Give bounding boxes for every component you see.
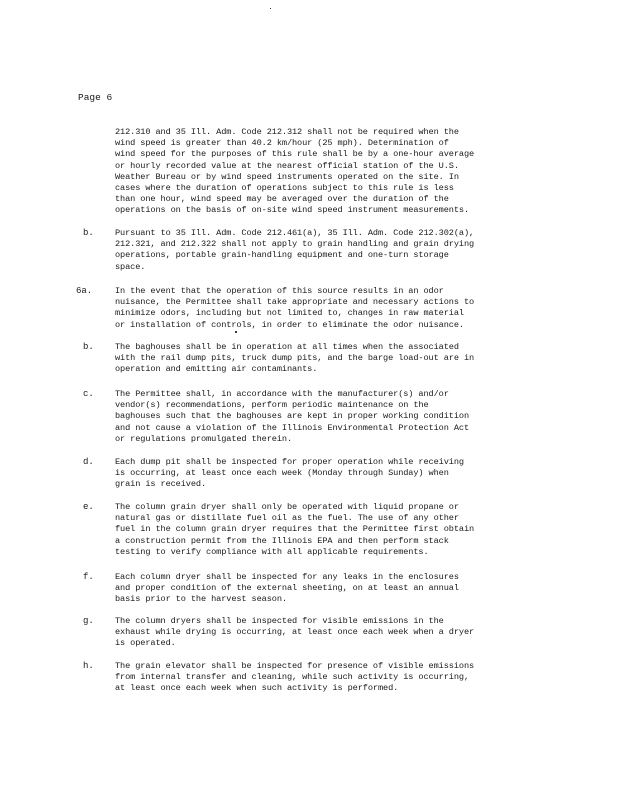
item-marker: 6a. (76, 286, 93, 296)
text-line: wind speed is greater than 40.2 km/hour (25 mph). Determination of (115, 138, 449, 149)
text-line: vendor(s) recommendations, perform periodic maintenance on the (115, 400, 429, 411)
text-line: from internal transfer and cleaning, while such activity is occurring, (115, 672, 469, 683)
text-line: baghouses such that the baghouses are kept in proper working condition (115, 411, 469, 422)
text-line: The column dryers shall be inspected for visible emissions in the (115, 616, 444, 626)
item-marker: h. (83, 661, 94, 671)
text-line: wind speed for the purposes of this rule shall be by a one-hour average (115, 149, 475, 160)
text-line: and not cause a violation of the Illinois Environmental Protection Act (115, 422, 469, 433)
text-line: a construction permit from the Illinois EPA and then perform stack (115, 535, 449, 546)
text-line: fuel in the column grain dryer requires that the Permittee first obtain (115, 524, 475, 535)
text-line: Each dump pit shall be inspected for proper operation while receiving (115, 457, 464, 467)
text-line: operation and emitting air contaminants. (115, 364, 318, 375)
text-line: nuisance, the Permittee shall take appropriate and necessary actions to (115, 297, 475, 308)
text-line: The column grain dryer shall only be operated with liquid propane or (115, 502, 459, 512)
text-line: Pursuant to 35 Ill. Adm. Code 212.461(a), 35 Ill. Adm. Code 212.302(a), (115, 228, 475, 238)
page-number: Page 6 (78, 92, 113, 103)
text-line: Each column dryer shall be inspected for any leaks in the enclosures (115, 572, 459, 582)
text-line: cases where the duration of operations subject to this rule is less (115, 183, 454, 194)
text-line: or regulations promulgated therein. (115, 433, 292, 444)
text-line: at least once each week when such activity is performed. (115, 683, 399, 694)
text-line: is operated. (115, 638, 176, 649)
text-line: or hourly recorded value at the nearest official station of the U.S. (115, 160, 459, 171)
item-marker: c. (83, 389, 94, 399)
text-line: space. (115, 261, 146, 272)
text-line: basis prior to the harvest season. (115, 594, 287, 605)
text-line: The grain elevator shall be inspected for presence of visible emissions (115, 661, 475, 671)
text-line: than one hour, wind speed may be averaged over the duration of the (115, 194, 449, 205)
scan-speck (270, 8, 271, 9)
item-marker: g. (83, 616, 94, 626)
text-line: In the event that the operation of this source results in an odor (115, 286, 444, 296)
text-line: is occurring, at least once each week (Monday through Sunday) when (115, 468, 449, 479)
text-line: operations on the basis of on-site wind speed instrument measurements. (115, 205, 469, 216)
item-marker: b. (83, 342, 94, 352)
item-marker: d. (83, 457, 94, 467)
text-line: with the rail dump pits, truck dump pits, and the barge load-out are in (115, 353, 475, 364)
text-line: Weather Bureau or by wind speed instruments operated on the site. In (115, 171, 459, 182)
text-line: operations, portable grain-handling equipment and one-turn storage (115, 250, 449, 261)
text-line: 212.310 and 35 Ill. Adm. Code 212.312 shall not be required when the (115, 127, 459, 137)
text-line: minimize odors, including but not limited to, changes in raw material (115, 308, 464, 319)
text-line: The baghouses shall be in operation at all times when the associated (115, 342, 459, 352)
item-marker: e. (83, 502, 94, 512)
item-marker: b. (83, 228, 94, 238)
text-line: or installation of controls, in order to eliminate the odor nuisance. (115, 319, 464, 330)
text-line: natural gas or distillate fuel oil as the fuel. The use of any other (115, 513, 459, 524)
text-line: exhaust while drying is occurring, at least once each week when a dryer (115, 627, 475, 638)
scan-speck (235, 331, 237, 333)
text-line: and proper condition of the external sheeting, on at least an annual (115, 583, 459, 594)
text-line: The Permittee shall, in accordance with the manufacturer(s) and/or (115, 389, 449, 399)
text-line: grain is received. (115, 479, 207, 490)
text-line: testing to verify compliance with all applicable requirements. (115, 546, 429, 557)
item-marker: f. (83, 572, 94, 582)
text-line: 212.321, and 212.322 shall not apply to grain handling and grain drying (115, 239, 475, 250)
